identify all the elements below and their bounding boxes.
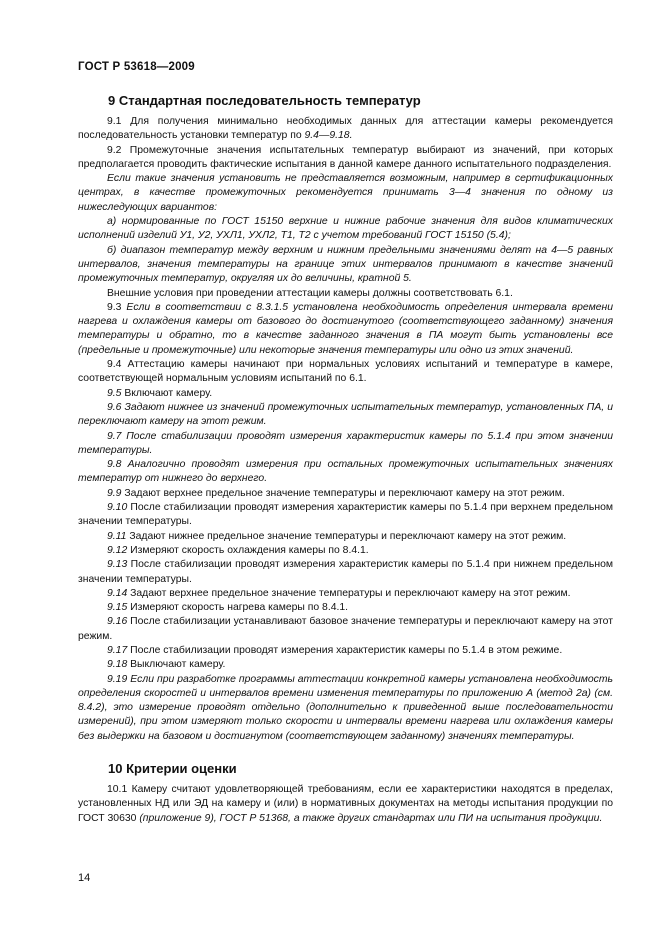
section-10-body	[78, 783, 613, 826]
clause-number: 9.19	[107, 673, 128, 685]
clause-number: 9.16	[107, 616, 128, 628]
paragraph: 9.1 Для получения минимально необходимых данных для аттестации камеры рекомендуется последовательность установки температур по 9.4—9.18.	[78, 116, 613, 142]
clause-number: 9.1	[107, 116, 122, 127]
clause-number: 9.9	[107, 487, 122, 499]
clause-number: 9.13	[107, 559, 128, 571]
clause-number: 9.4	[107, 359, 122, 371]
paragraph: 9.8 Аналогично проводят измерения при остальных промежуточных испытательных значениях температур от нижнего до верхнего.	[78, 459, 613, 485]
paragraph: 9.13 После стабилизации проводят измерения характеристик камеры по 5.1.4 при нижнем предельном значении температуры.	[78, 559, 613, 585]
paragraph: 9.5 Включают камеру.	[107, 387, 213, 399]
clause-number: 9.17	[107, 644, 128, 656]
clause-number: 9.5	[107, 387, 122, 399]
paragraph: 9.11 Задают нижнее предельное значение температуры и переключают камеру на этот режим.	[107, 530, 567, 542]
clause-number: 9.2	[107, 144, 122, 156]
paragraph: Внешние условия при проведении аттестации камеры должны соответствовать 6.1.	[107, 287, 513, 299]
paragraph: 9.15 Измеряют скорость нагрева камеры по 8.4.1.	[107, 602, 349, 614]
clause-number: 9.7	[107, 430, 122, 442]
clause-number: 9.6	[107, 401, 122, 413]
paragraph-10-1: 10.1 Камеру считают удовлетворяющей требованиям, если ее характеристики находятся в пределах, установленных НД или ЭД на камеру и (или) в нормативных документах на методы испытания продукции по ГОСТ 30630 (приложение 9), ГОСТ Р 51368, а также других стандартах или ПИ на испытания продукции.	[78, 784, 613, 824]
paragraph: 9.7 После стабилизации проводят измерения характеристик камеры по 5.1.4 при этом значении температуры.	[78, 430, 614, 456]
clause-number: 9.3	[107, 301, 122, 313]
paragraph: 9.19 Если при разработке программы аттестации конкретной камеры установлена необходимость определения скоростей и интервалов времени изменения температуры по приложению А (метод 2а) (см. 8.4.2), это измерение проводят отдельно (дополнительно к приведенной выше последовательности измерений), при этом измеряют только скорости и интервалы времени нагрева или охлаждения камеры без выдержки на базовом и достигнутом (соответствующем заданному) значениях температуры.	[78, 673, 613, 742]
page-number: 14	[78, 872, 91, 884]
paragraph: 9.4 Аттестацию камеры начинают при нормальных условиях испытаний и температуре в камере, соответствующей нормальным условиям испытаний по 6.1.	[78, 359, 613, 385]
clause-number: 9.8	[107, 459, 122, 471]
clause-number: 9.11	[107, 530, 127, 542]
paragraph: 9.3 Если в соответствии с 8.3.1.5 установлена необходимость определения интервала времени нагрева и охлаждения камеры от базового до достигнутого (соответствующего заданному) значения температуры и обратно, то в качестве заданного значения в ПА могут быть установлены все (предельные и промежуточные) или некоторые значения температуры или одно из этих значений.	[78, 301, 613, 356]
section-9-body	[78, 115, 613, 744]
paragraph: 9.9 Задают верхнее предельное значение температуры и переключают камеру на этот режим.	[107, 487, 565, 499]
paragraph: Если такие значения установить не представляется возможным, например в сертификационных центрах, в качестве промежуточных рекомендуется принимать 3—4 значения по одному из нижеследующих вариантов:	[78, 173, 613, 213]
clause-number: 9.12	[107, 544, 128, 556]
paragraph: 9.18 Выключают камеру.	[107, 659, 226, 671]
paragraph: 9.17 После стабилизации проводят измерения характеристик камеры по 5.1.4 в этом режиме.	[107, 644, 563, 656]
paragraph: 9.6 Задают нижнее из значений промежуточных испытательных температур, установленных ПА, и переключают камеру на этот режим.	[78, 401, 613, 428]
paragraph: 9.14 Задают верхнее предельное значение температуры и переключают камеру на этот режим.	[107, 587, 571, 599]
paragraph: а) нормированные по ГОСТ 15150 верхние и нижние рабочие значения для видов климатических исполнений изделий У1, У2, УХЛ1, УХЛ2, Т1, Т2 с учетом требований ГОСТ 15150 (5.4);	[78, 216, 613, 242]
paragraph: б) диапазон температур между верхним и нижним предельными значениями делят на 4—5 равных интервалов, значения температуры на границе этих интервалов принимают в качестве значений промежуточных температур, округляя их до величины, кратной 5.	[78, 244, 613, 285]
clause-number: 9.18	[107, 659, 128, 671]
paragraph: 9.10 После стабилизации проводят измерения характеристик камеры по 5.1.4 при верхнем предельном значении температуры.	[78, 502, 613, 528]
paragraph: 9.16 После стабилизации устанавливают базовое значение температуры и переключают камеру на этот режим.	[78, 616, 613, 642]
clause-number: 9.15	[107, 602, 128, 614]
clause-number: 9.14	[107, 587, 128, 599]
clause-number: 9.10	[107, 502, 128, 514]
section-10-title: 10 Критерии оценки	[108, 761, 237, 776]
paragraph: 9.2 Промежуточные значения испытательных температур выбирают из значений, при которых предполагается проводить фактические испытания в данной камере данного испытательного подразделения.	[78, 144, 613, 170]
section-9-title: 9 Стандартная последовательность температур	[108, 93, 421, 108]
paragraph: 9.12 Измеряют скорость охлаждения камеры по 8.4.1.	[107, 544, 369, 556]
document-header: ГОСТ Р 53618—2009	[78, 61, 195, 73]
